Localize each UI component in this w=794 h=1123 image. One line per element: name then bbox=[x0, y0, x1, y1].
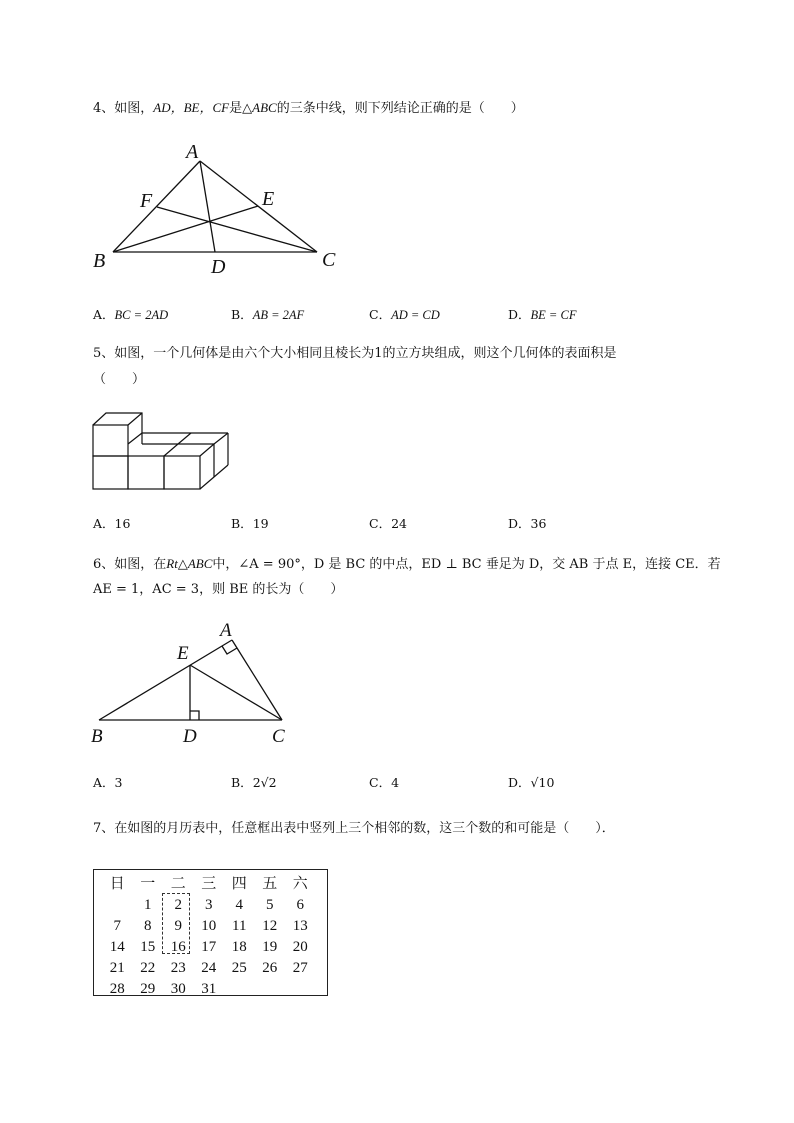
q6-right-angle-a bbox=[222, 646, 237, 654]
calendar-day: 11 bbox=[232, 918, 247, 934]
option-text: BC = 2AD bbox=[114, 308, 169, 322]
q4-label-c: C bbox=[322, 249, 336, 271]
option-key: C． bbox=[369, 516, 392, 531]
calendar-day: 27 bbox=[292, 960, 308, 976]
q6-side-ab bbox=[99, 640, 232, 720]
calendar-day: 13 bbox=[292, 918, 308, 934]
q7-calendar bbox=[93, 869, 328, 996]
calendar-day: 3 bbox=[205, 897, 213, 913]
q6-option-b[interactable] bbox=[231, 773, 277, 791]
option-key: A． bbox=[93, 775, 115, 790]
calendar-day: 28 bbox=[109, 981, 125, 997]
calendar-header: 日 bbox=[109, 876, 125, 892]
calendar-week-row bbox=[102, 895, 316, 916]
calendar-day: 8 bbox=[144, 918, 152, 934]
q6-stem-line1-b: 中，∠A = 90°，D 是 BC 的中点，ED ⊥ BC 垂足为 D，交 AB 于点 E，连接 CE．若 bbox=[212, 557, 721, 572]
q4-label-f: F bbox=[140, 190, 153, 212]
option-key: D． bbox=[508, 307, 531, 322]
q7-calendar-grid bbox=[102, 874, 316, 1000]
option-key: B． bbox=[231, 516, 253, 531]
calendar-day: 23 bbox=[170, 960, 186, 976]
option-key: B． bbox=[231, 775, 253, 790]
q4-stem-mid: 是 bbox=[229, 101, 243, 116]
calendar-day: 31 bbox=[201, 981, 217, 997]
option-text: 4 bbox=[391, 775, 400, 790]
calendar-day: 1 bbox=[144, 897, 152, 913]
calendar-header: 二 bbox=[170, 876, 186, 892]
calendar-header: 六 bbox=[292, 876, 308, 892]
option-key: A． bbox=[93, 516, 115, 531]
calendar-header: 五 bbox=[262, 876, 278, 892]
q6-option-d[interactable] bbox=[508, 773, 554, 791]
calendar-day: 21 bbox=[109, 960, 125, 976]
calendar-day: 9 bbox=[174, 918, 182, 934]
q7-stem: 7、在如图的月历表中，任意框出表中竖列上三个相邻的数，这三个数的和可能是（ ）． bbox=[93, 821, 615, 836]
calendar-day: 14 bbox=[109, 939, 125, 955]
option-text: 2√2 bbox=[252, 775, 277, 790]
q6-segment-ec bbox=[190, 665, 282, 720]
option-text: 24 bbox=[391, 516, 407, 531]
calendar-day: 17 bbox=[201, 939, 217, 955]
calendar-week-row bbox=[102, 979, 316, 1000]
q6-label-b: B bbox=[91, 726, 103, 747]
q6-stem-line2: AE = 1，AC = 3，则 BE 的长为（ ） bbox=[93, 582, 344, 597]
calendar-day: 2 bbox=[174, 897, 182, 913]
q5-stem-line1: 5、如图，一个几何体是由六个大小相同且棱长为1的立方块组成，则这个几何体的表面积是 bbox=[93, 346, 617, 361]
q7-dashed-selection-box bbox=[162, 893, 190, 954]
calendar-day: 30 bbox=[170, 981, 186, 997]
q6-option-a[interactable] bbox=[93, 773, 122, 791]
option-text: BE = CF bbox=[530, 308, 577, 322]
calendar-day: 5 bbox=[266, 897, 274, 913]
calendar-day: 25 bbox=[231, 960, 247, 976]
calendar-day: 19 bbox=[262, 939, 278, 955]
option-key: C． bbox=[369, 307, 392, 322]
calendar-day bbox=[224, 979, 255, 1000]
calendar-week-row bbox=[102, 937, 316, 958]
calendar-day: 4 bbox=[235, 897, 243, 913]
q6-side-ac bbox=[232, 640, 282, 720]
calendar-day: 22 bbox=[140, 960, 156, 976]
q6-right-angle-d bbox=[190, 711, 199, 720]
option-key: D． bbox=[508, 775, 531, 790]
q6-label-d: D bbox=[183, 726, 197, 747]
calendar-day: 12 bbox=[262, 918, 278, 934]
option-text: 16 bbox=[114, 516, 131, 531]
option-key: A． bbox=[93, 307, 115, 322]
calendar-day: 20 bbox=[292, 939, 308, 955]
q6-stem-line1-a: 6、如图，在 bbox=[93, 557, 167, 572]
calendar-header: 三 bbox=[201, 876, 217, 892]
q4-label-d: D bbox=[211, 256, 226, 278]
q4-label-a: A bbox=[186, 141, 199, 163]
calendar-day bbox=[255, 979, 286, 1000]
q4-label-e: E bbox=[262, 188, 275, 210]
q4-stem-prefix: 4、如图， bbox=[93, 101, 154, 116]
q6-label-c: C bbox=[272, 726, 285, 747]
option-text: 19 bbox=[252, 516, 269, 531]
option-key: B． bbox=[231, 307, 253, 322]
calendar-day: 15 bbox=[140, 939, 156, 955]
option-text: 3 bbox=[114, 775, 123, 790]
q4-stem-suffix: 的三条中线，则下列结论正确的是（ ） bbox=[276, 101, 524, 116]
calendar-header: 四 bbox=[231, 876, 247, 892]
calendar-header: 一 bbox=[140, 876, 156, 892]
calendar-day: 6 bbox=[296, 897, 304, 913]
calendar-day: 10 bbox=[201, 918, 217, 934]
q5-stem-line2: （ ） bbox=[93, 372, 146, 387]
option-text: AD = CD bbox=[391, 308, 440, 322]
q6-label-a: A bbox=[220, 620, 232, 641]
option-text: √10 bbox=[530, 775, 555, 790]
calendar-header-row bbox=[102, 874, 316, 895]
calendar-day: 26 bbox=[262, 960, 278, 976]
option-text: AB = 2AF bbox=[252, 308, 305, 322]
calendar-day: 29 bbox=[140, 981, 156, 997]
option-text: 36 bbox=[530, 516, 547, 531]
calendar-day: 7 bbox=[113, 918, 121, 934]
q4-stem-vars: AD，BE，CF bbox=[153, 100, 230, 115]
calendar-day bbox=[102, 895, 133, 916]
option-key: C． bbox=[369, 775, 392, 790]
q4-label-b: B bbox=[93, 250, 106, 272]
option-key: D． bbox=[508, 516, 531, 531]
calendar-day: 18 bbox=[231, 939, 247, 955]
calendar-day: 24 bbox=[201, 960, 217, 976]
calendar-day bbox=[285, 979, 316, 1000]
q6-stem-rt: Rt△ABC bbox=[166, 556, 213, 571]
calendar-week-row bbox=[102, 916, 316, 937]
q4-stem-triangle: △ABC bbox=[242, 100, 277, 115]
q6-option-c[interactable] bbox=[369, 773, 399, 791]
q6-label-e: E bbox=[177, 643, 189, 664]
calendar-day: 16 bbox=[170, 939, 186, 955]
calendar-week-row bbox=[102, 958, 316, 979]
